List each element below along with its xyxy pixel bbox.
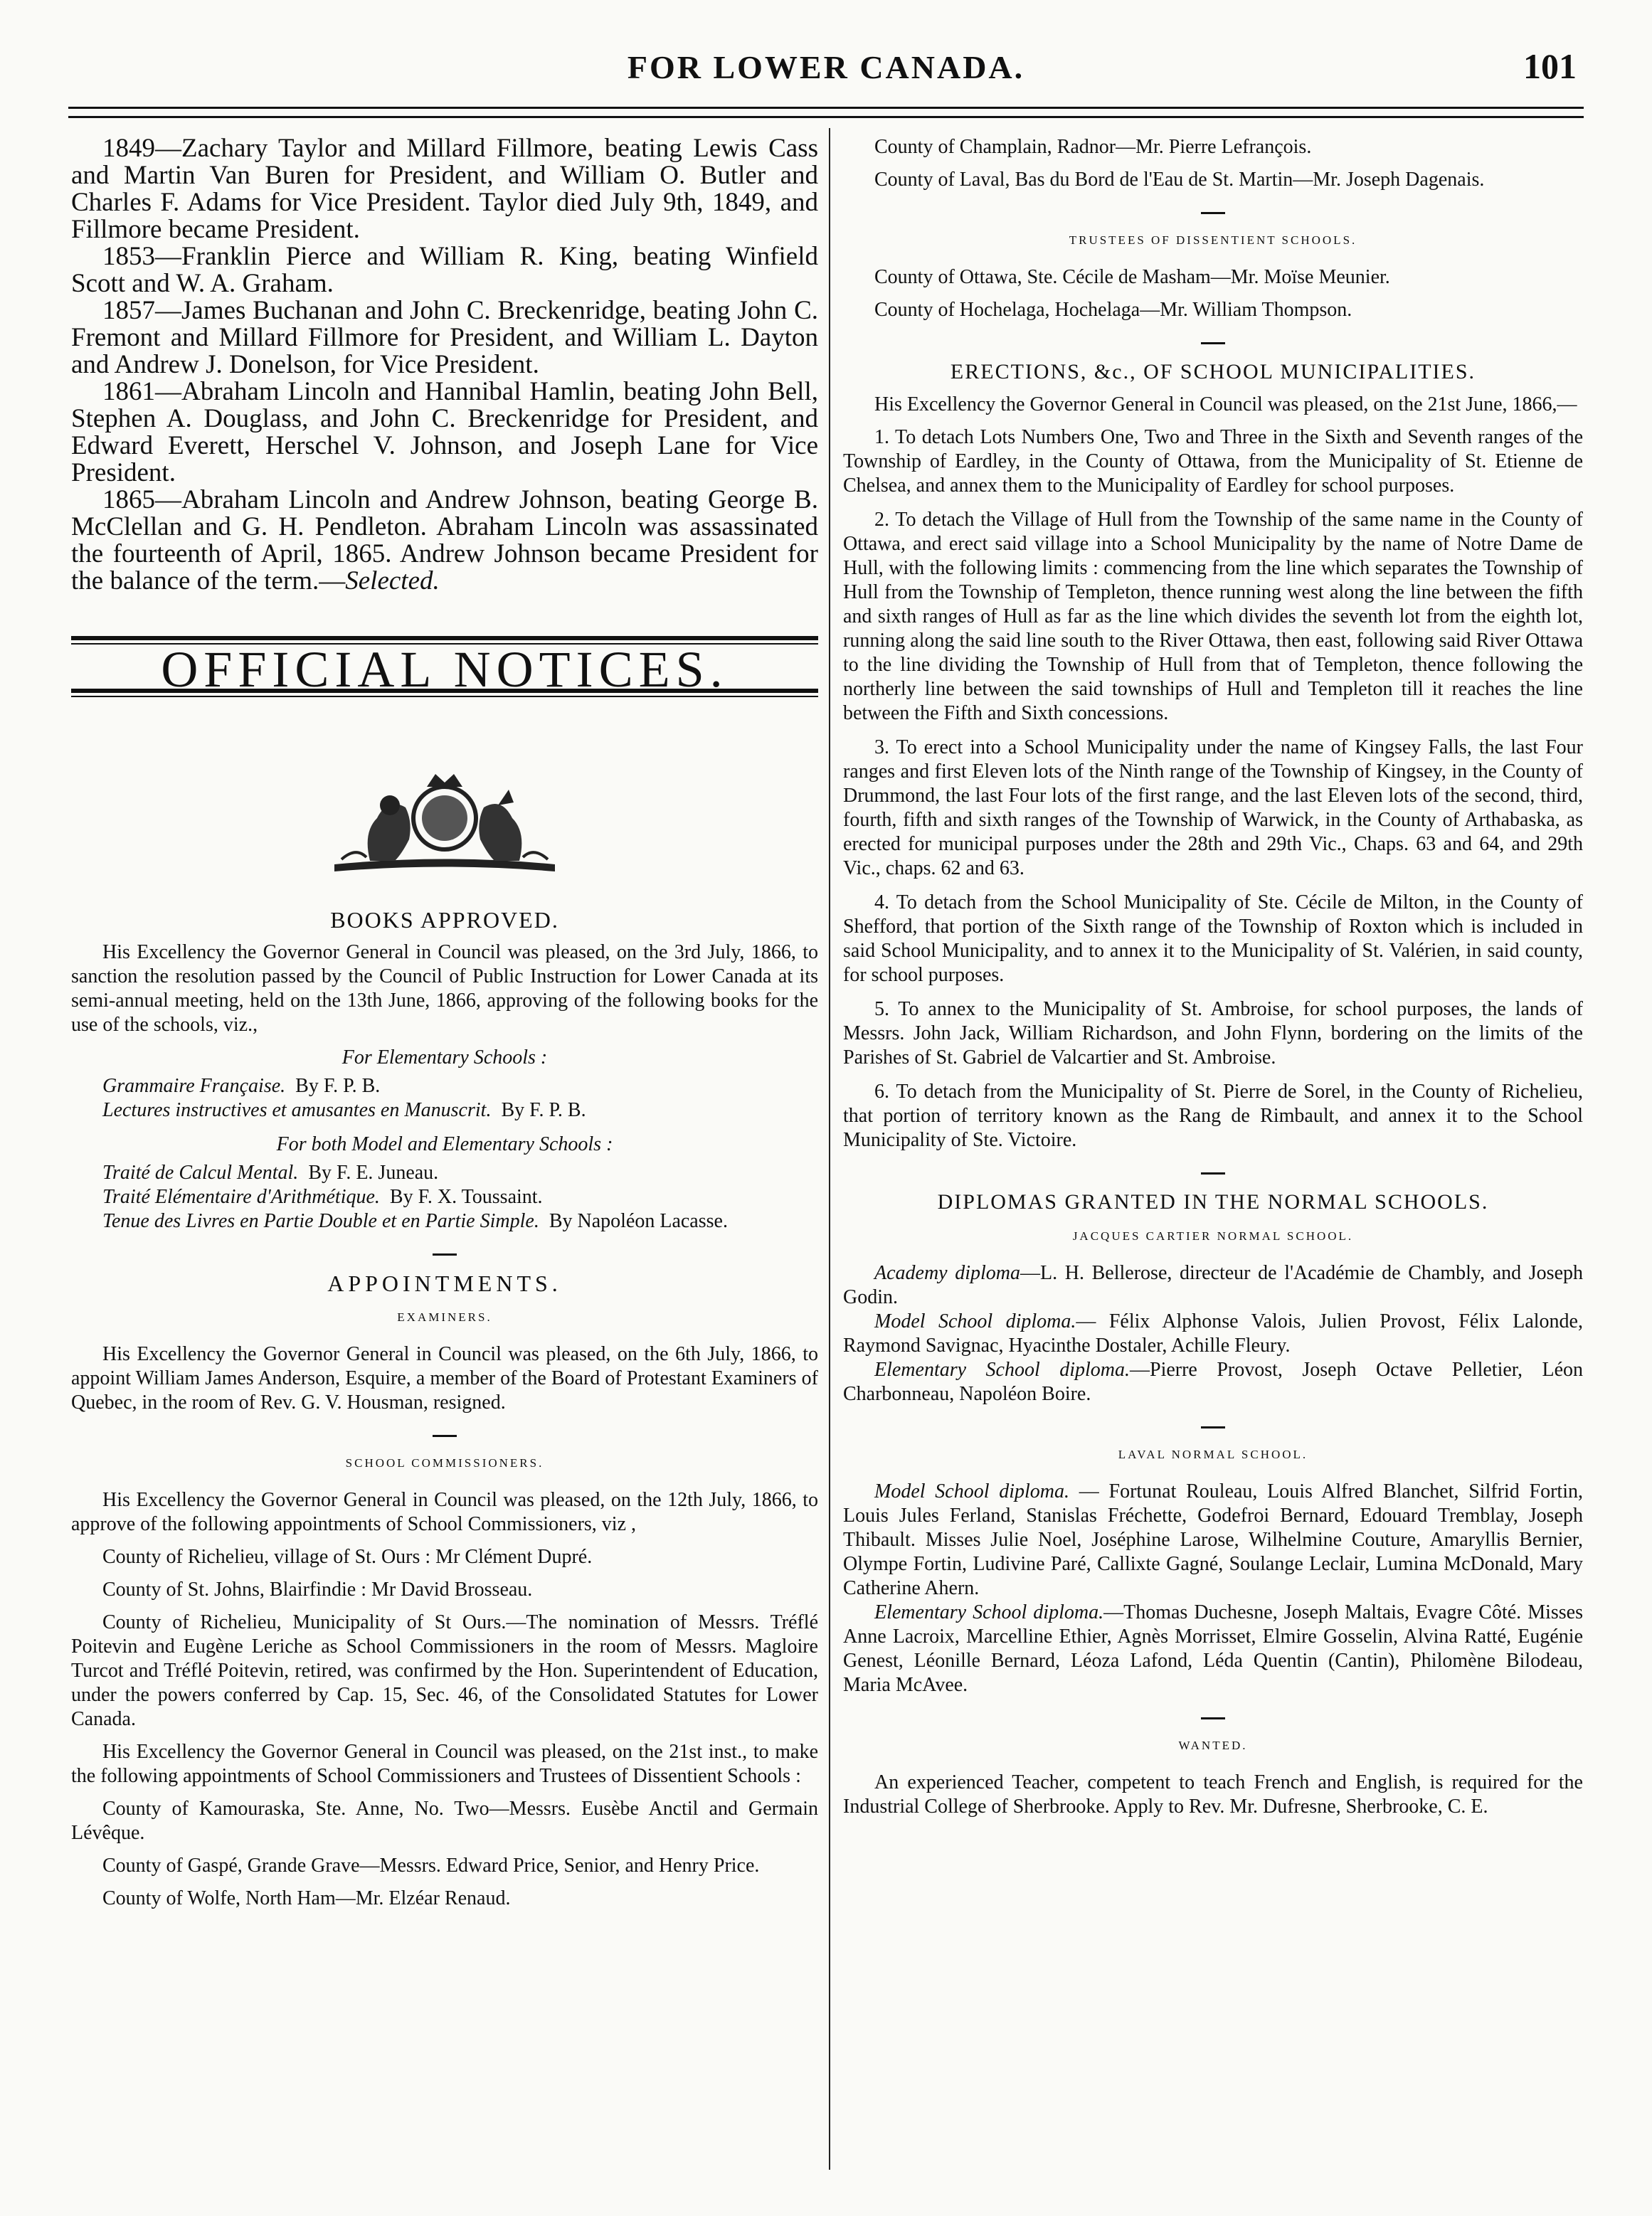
history-1861: 1861—Abraham Lincoln and Hannibal Hamlin, beating John Bell, Stephen A. Douglass, and John C. Breckenridge for President, and Edward Everett, Herschel V. Johnson, and Joseph Lane for Vice President. bbox=[71, 377, 818, 487]
history-1849: 1849—Zachary Taylor and Millard Fillmore, beating Lewis Cass and Martin Van Buren for President, and William O. Butler and Charles F. Adams for Vice President. Taylor died July 9th, 1849, and Fillmore became President. bbox=[71, 134, 818, 244]
book-author: By F. E. Juneau. bbox=[308, 1162, 439, 1184]
diploma-names: — Félix Alphonse Valois, Julien Provost, Félix Lalonde, Raymond Savignac, Hyacinthe Dostaler, Achille Fleury. bbox=[843, 1310, 1583, 1357]
diploma-entry bbox=[843, 1480, 1583, 1601]
erections-intro: His Excellency the Governor General in Council was pleased, on the 21st June, 1866,— bbox=[874, 393, 1577, 415]
official-notices-title: OFFICIAL NOTICES. bbox=[161, 641, 729, 698]
laval-heading: LAVAL NORMAL SCHOOL. bbox=[1118, 1448, 1308, 1461]
erection-item: 4. To detach from the School Municipality of Ste. Cécile de Milton, in the County of Shefford, that portion of the Sixth range of the Township of Roxton which is included in said School Municipality, and to annex it to the Municipality of St. Valérien, in said county, for school purposes. bbox=[843, 891, 1583, 986]
model-elementary-subheading: For both Model and Elementary Schools : bbox=[276, 1133, 613, 1155]
diploma-names: — Fortunat Rouleau, Louis Alfred Blanchet, Silfrid Fortin, Louis Jules Ferland, Stanislas Fréchette, Godefroi Bernard, Edouard Tremblay, Joseph Thibault. Misses Julie Noel, Joséphine Larose, Wilhelmine Couture, Amaryllis Bernier, Olympe Fortin, Ludivine Paré, Callixte Gagné, Soulange Leclair, Lumina McDonald, Mary Catherine Ahern. bbox=[843, 1480, 1583, 1599]
diploma-entry bbox=[843, 1310, 1583, 1358]
erection-item: 6. To detach from the Municipality of St. Pierre de Sorel, in the County of Richelieu, that portion of territory known as the Rang de Rimbault, and annex it to the School Municipality of Ste. Victoire. bbox=[843, 1081, 1583, 1151]
dash-separator bbox=[1201, 1172, 1225, 1175]
running-title: FOR LOWER CANADA. bbox=[627, 49, 1025, 85]
diploma-label: Elementary School diploma. bbox=[874, 1359, 1130, 1381]
appointment-entry: County of Champlain, Radnor—Mr. Pierre Lefrançois. bbox=[874, 136, 1312, 158]
book-author: By F. P. B. bbox=[501, 1099, 586, 1121]
erection-item: 3. To erect into a School Municipality under the name of Kingsey Falls, the last Four ranges and first Eleven lots of the Ninth range of the Township of Kingsey, in the County of Drummond, the last Four lots of the first range, and the last Eleven lots of the second, third, fourth, fifth and sixth ranges of the Township of Warwick, in the County of Arthabaska, as erected for municipal purposes under the 28th and 29th Vic., Chaps. 63 and 64, and 29th Vic., chaps. 62 and 63. bbox=[843, 736, 1583, 879]
books-approved-heading: BOOKS APPROVED. bbox=[330, 907, 559, 933]
erection-item: 2. To detach the Village of Hull from the Township of the same name in the County of Ottawa, and erect said village into a School Municipality by the name of Notre Dame de Hull, with the following limits : commencing from the line which separates the Township of Hull from the Township of Templeton, thence running west along the line between the fifth and sixth ranges of Hull as far as the line which divides the seventh lot from the eighth lot, running along the said line south to the River Ottawa, then east, following said River Ottawa to the line dividing the Township of Hull from that of Templeton, thence following the northerly line between the said townships of Hull and Templeton till it reaches the line between the Fifth and Sixth concessions. bbox=[843, 509, 1583, 724]
diploma-entry bbox=[843, 1358, 1583, 1406]
laval-diplomas bbox=[843, 1480, 1583, 1697]
book-title: Traité de Calcul Mental. bbox=[102, 1162, 299, 1184]
elementary-schools-subheading: For Elementary Schools : bbox=[341, 1046, 548, 1069]
erection-item: 1. To detach Lots Numbers One, Two and Three in the Sixth and Seventh ranges of the Township of Eardley, in the County of Ottawa, from the Municipality of St. Etienne de Chelsea, and annex them to the Municipality of Eardley for school purposes. bbox=[843, 426, 1583, 497]
book-title: Tenue des Livres en Partie Double et en Partie Simple. bbox=[102, 1210, 539, 1232]
dash-separator bbox=[433, 1253, 457, 1256]
page-number: 101 bbox=[1523, 46, 1577, 86]
page-header bbox=[68, 40, 1584, 104]
wanted-heading: WANTED. bbox=[1178, 1739, 1248, 1752]
history-1857: 1857—James Buchanan and John C. Breckenridge, beating John C. Fremont and Millard Fillmore for President, and William L. Dayton and Andrew J. Donelson, for Vice President. bbox=[71, 296, 818, 379]
book-entry bbox=[102, 1098, 818, 1123]
wanted-ad-text: An experienced Teacher, competent to teach French and English, is required for the Industrial College of Sherbrooke. Apply to Rev. Mr. Dufresne, Sherbrooke, C. E. bbox=[843, 1771, 1583, 1818]
book-author: By F. X. Toussaint. bbox=[389, 1186, 543, 1208]
trustees-heading: TRUSTEES OF DISSENTIENT SCHOOLS. bbox=[1069, 233, 1357, 247]
erection-item: 5. To annex to the Municipality of St. Ambroise, for school purposes, the lands of Messrs. John Jack, William Richardson, and John Flynn, bordering on the limits of the Parishes of St. Gabriel de Valcartier and St. Ambroise. bbox=[843, 998, 1583, 1069]
book-title: Grammaire Française. bbox=[102, 1075, 286, 1097]
examiners-text: His Excellency the Governor General in Council was pleased, on the 6th July, 1866, to appoint William James Anderson, Esquire, a member of the Board of Protestant Examiners of Quebec, in the room of Rev. G. V. Housman, resigned. bbox=[71, 1343, 818, 1414]
book-entry bbox=[102, 1161, 818, 1185]
dash-separator bbox=[433, 1435, 457, 1437]
royal-coat-of-arms-emblem bbox=[327, 768, 562, 875]
appointment-entry: County of Richelieu, village of St. Ours : Mr Clément Dupré. bbox=[102, 1546, 593, 1568]
right-column bbox=[843, 135, 1583, 1828]
diploma-label: Academy diploma bbox=[874, 1262, 1021, 1284]
history-1853: 1853—Franklin Pierce and William R. King, beating Winfield Scott and W. A. Graham. bbox=[71, 242, 818, 298]
diploma-label: Model School diploma. bbox=[874, 1310, 1076, 1332]
dash-separator bbox=[1201, 342, 1225, 344]
column-divider bbox=[829, 128, 830, 2170]
commissioners-intro: His Excellency the Governor General in Council was pleased, on the 12th July, 1866, to approve of the following appointments of School Commissioners, viz , bbox=[71, 1489, 818, 1535]
election-history bbox=[71, 135, 818, 595]
diplomas-heading: DIPLOMAS GRANTED IN THE NORMAL SCHOOLS. bbox=[937, 1190, 1489, 1214]
dash-separator bbox=[1201, 1426, 1225, 1428]
diploma-names: —L. H. Bellerose, directeur de l'Académie de Chambly, and Joseph Godin. bbox=[843, 1262, 1583, 1308]
dash-separator bbox=[1201, 1717, 1225, 1719]
book-author: By F. P. B. bbox=[295, 1075, 381, 1097]
appointment-entry: County of Gaspé, Grande Grave—Messrs. Edward Price, Senior, and Henry Price. bbox=[102, 1855, 760, 1877]
header-rule bbox=[68, 107, 1584, 118]
history-1865-text: 1865—Abraham Lincoln and Andrew Johnson, beating George B. McClellan and G. H. Pendleton. Abraham Lincoln was assassinated the fourteenth of April, 1865. Andrew Johnson became President for the balance of the term.— bbox=[71, 485, 818, 595]
diploma-entry bbox=[843, 1601, 1583, 1697]
diploma-label: Model School diploma. bbox=[874, 1480, 1070, 1502]
examiners-heading: EXAMINERS. bbox=[397, 1310, 492, 1324]
book-entry bbox=[102, 1209, 818, 1234]
diploma-names: —Thomas Duchesne, Joseph Maltais, Evagre Côté. Misses Anne Lacroix, Marcelline Ethier, Agnès Morrisset, Elmire Gosselin, Alvina Ratté, Eugénie Genest, Léonille Bernard, Léoza Lafond, Léda Quentin (Cantin), Philomène Bilodeau, Maria McAvee. bbox=[843, 1601, 1583, 1696]
trustee-entry: County of Hochelaga, Hochelaga—Mr. William Thompson. bbox=[874, 299, 1352, 321]
appointment-entry: County of Wolfe, North Ham—Mr. Elzéar Renaud. bbox=[102, 1887, 511, 1909]
appointment-entry: His Excellency the Governor General in Council was pleased, on the 21st inst., to make the following appointments of School Commissioners and Trustees of Dissentient Schools : bbox=[71, 1741, 818, 1787]
diploma-entry bbox=[843, 1261, 1583, 1310]
books-intro: His Excellency the Governor General in Council was pleased, on the 3rd July, 1866, to sanction the resolution passed by the Council of Public Instruction for Lower Canada at its semi-annual meeting, held on the 13th June, 1866, approving of the following books for the use of the schools, viz., bbox=[71, 941, 818, 1036]
school-commissioners-heading: SCHOOL COMMISSIONERS. bbox=[345, 1456, 544, 1470]
book-title: Lectures instructives et amusantes en Manuscrit. bbox=[102, 1099, 492, 1121]
appointment-entry: County of Laval, Bas du Bord de l'Eau de St. Martin—Mr. Joseph Dagenais. bbox=[874, 169, 1485, 191]
appointments-heading: APPOINTMENTS. bbox=[327, 1271, 562, 1296]
appointment-entry: County of St. Johns, Blairfindie : Mr David Brosseau. bbox=[102, 1579, 533, 1601]
book-author: By Napoléon Lacasse. bbox=[549, 1210, 728, 1232]
appointment-entry: County of Kamouraska, Ste. Anne, No. Two—Messrs. Eusèbe Anctil and Germain Lévêque. bbox=[71, 1798, 818, 1844]
jacques-cartier-heading: JACQUES CARTIER NORMAL SCHOOL. bbox=[1072, 1229, 1354, 1243]
history-1865 bbox=[71, 487, 818, 595]
erections-heading: ERECTIONS, &c., OF SCHOOL MUNICIPALITIES. bbox=[950, 360, 1476, 383]
left-column bbox=[71, 135, 818, 1919]
trustee-entry: County of Ottawa, Ste. Cécile de Masham—Mr. Moïse Meunier. bbox=[874, 266, 1390, 288]
diploma-label: Elementary School diploma. bbox=[874, 1601, 1104, 1623]
book-entry bbox=[102, 1074, 818, 1098]
book-title: Traité Elémentaire d'Arithmétique. bbox=[102, 1186, 380, 1208]
history-signoff: Selected. bbox=[345, 566, 440, 595]
diploma-names: —Pierre Provost, Joseph Octave Pelletier, Léon Charbonneau, Napoléon Boire. bbox=[843, 1359, 1583, 1405]
appointment-entry: County of Richelieu, Municipality of St Ours.—The nomination of Messrs. Tréflé Poitevin and Eugène Leriche as School Commissioners in the room of Messrs. Magloire Turcot and Tréflé Poitevin, retired, was confirmed by the Hon. Superintendent of Education, under the powers conferred by Cap. 15, Sec. 46, of the Consolidated Statutes for Lower Canada. bbox=[71, 1611, 818, 1730]
jacques-cartier-diplomas bbox=[843, 1261, 1583, 1406]
dash-separator bbox=[1201, 212, 1225, 214]
book-entry bbox=[102, 1185, 818, 1209]
